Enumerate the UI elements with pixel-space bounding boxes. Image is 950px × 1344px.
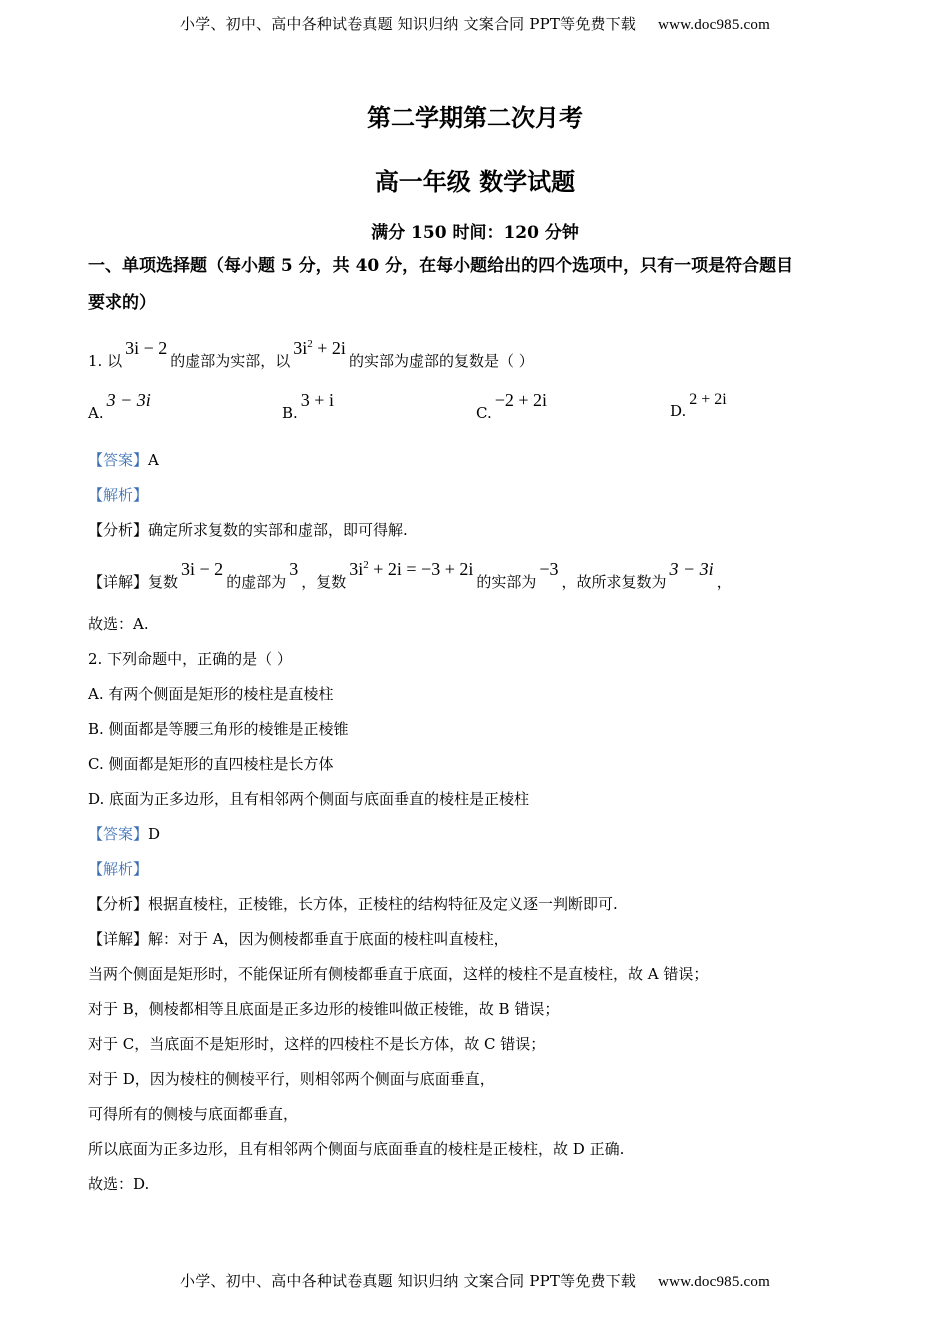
q1-text-2: 的虚部为实部，以 [170, 352, 291, 370]
q1-math-2-sup: 2 [307, 338, 313, 350]
option-math: 3 + i [300, 390, 334, 410]
section-heading-cont: 要求的） [88, 293, 156, 313]
option-label: D. [670, 402, 687, 420]
xiangjie-text: 解：对于 A，因为侧棱都垂直于底面的棱柱叫直棱柱， [148, 930, 509, 948]
xiangjie-text-4: 的实部为 [476, 573, 537, 591]
option-math: 2 + 2i [689, 391, 727, 408]
answer-tag: 【答案】 [88, 451, 149, 469]
header-text: 小学、初中、高中各种试卷真题 知识归纳 文案合同 PPT等免费下载 [180, 15, 637, 33]
xiangjie-math-3 [349, 559, 473, 579]
fenxi-tag: 【分析】 [88, 521, 149, 539]
xiangjie-math-2: 3 [289, 559, 299, 579]
q1-conclusion: 故选：A. [88, 615, 149, 633]
q2-explain-line-5: 可得所有的侧棱与底面都垂直， [88, 1105, 299, 1123]
xiangjie-math-1: 3i − 2 [181, 559, 224, 579]
xiangjie-text-6: ， [716, 573, 732, 591]
q2-explain-line-6: 所以底面为正多边形，且有相邻两个侧面与底面垂直的棱柱是正棱柱，故 D 正确. [88, 1140, 625, 1158]
q1-xiangjie [88, 559, 732, 592]
answer-value: A [148, 451, 159, 469]
q2-option-a: A. 有两个侧面是矩形的棱柱是直棱柱 [88, 685, 334, 703]
xiangjie-tag: 【详解】 [88, 930, 149, 948]
exam-info: 满分 150 时间：120 分钟 [371, 223, 579, 243]
xiangjie-text-1: 复数 [148, 573, 179, 591]
q1-answer [88, 450, 159, 470]
option-label: A. [88, 404, 104, 422]
xiangjie-tag: 【详解】 [88, 573, 149, 591]
q2-answer [88, 824, 160, 844]
q1-fenxi [88, 520, 408, 540]
page-header [0, 13, 950, 34]
xiangjie-text-5: ，故所求复数为 [561, 573, 667, 591]
q1-option-a [88, 390, 154, 423]
q1-stem [88, 338, 534, 371]
xiangjie-math-3b: + 2i = −3 + 2i [368, 559, 474, 579]
fenxi-text: 确定所求复数的实部和虚部，即可得解. [148, 521, 408, 539]
answer-tag: 【答案】 [88, 825, 149, 843]
q2-explain-line-3: 对于 C，当底面不是矩形时，这样的四棱柱不是长方体，故 C 错误； [88, 1035, 546, 1053]
xiangjie-text-3: ，复数 [301, 573, 347, 591]
q1-math-2 [293, 338, 346, 358]
q2-fenxi [88, 894, 618, 914]
answer-value: D [148, 825, 161, 843]
option-math: 3 − 3i [106, 390, 151, 410]
q1-option-d [670, 391, 730, 421]
exam-title: 第二学期第二次月考 [367, 103, 583, 132]
q2-xiangjie [88, 929, 509, 949]
fenxi-text: 根据直棱柱，正棱锥，长方体，正棱柱的结构特征及定义逐一判断即可. [148, 895, 618, 913]
q1-text-3: 的实部为虚部的复数是（ ） [348, 352, 534, 370]
q2-explain-line-1: 当两个侧面是矩形时，不能保证所有侧棱都垂直于底面，这样的棱柱不是直棱柱，故 A 错误； [88, 965, 709, 983]
q1-math-2b: + 2i [312, 338, 346, 358]
xiangjie-math-5: 3 − 3i [669, 559, 714, 579]
q2-stem: 2. 下列命题中，正确的是（ ） [88, 650, 292, 668]
exam-subtitle: 高一年级 数学试题 [374, 167, 576, 196]
q1-text-1: 1. 以 [88, 352, 123, 370]
xiangjie-math-4: −3 [539, 559, 559, 579]
page-footer [0, 1270, 950, 1291]
q2-option-c: C. 侧面都是矩形的直四棱柱是长方体 [88, 755, 334, 773]
fenxi-tag: 【分析】 [88, 895, 149, 913]
footer-text: 小学、初中、高中各种试卷真题 知识归纳 文案合同 PPT等免费下载 [180, 1272, 637, 1290]
option-label: C. [476, 404, 492, 422]
q2-explain-line-2: 对于 B，侧棱都相等且底面是正多边形的棱锥叫做正棱锥，故 B 错误； [88, 1000, 560, 1018]
section-heading: 一、单项选择题（每小题 5 分，共 40 分，在每小题给出的四个选项中，只有一项是符合题目 [88, 256, 794, 276]
xiangjie-text-2: 的虚部为 [226, 573, 287, 591]
q1-jiexi: 【解析】 [88, 486, 149, 504]
q2-option-d: D. 底面为正多边形，且有相邻两个侧面与底面垂直的棱柱是正棱柱 [88, 790, 530, 808]
q1-math-1: 3i − 2 [125, 338, 168, 358]
option-label: B. [282, 404, 298, 422]
footer-site-link[interactable]: www.doc985.com [658, 1274, 770, 1290]
q2-conclusion: 故选：D. [88, 1175, 150, 1193]
q2-explain-line-4: 对于 D，因为棱柱的侧棱平行，则相邻两个侧面与底面垂直， [88, 1070, 495, 1088]
q2-jiexi: 【解析】 [88, 860, 149, 878]
option-math: −2 + 2i [494, 390, 548, 410]
q1-option-b [282, 390, 337, 423]
q2-option-b: B. 侧面都是等腰三角形的棱锥是正棱锥 [88, 720, 349, 738]
xiangjie-math-3-sup: 2 [363, 559, 369, 571]
q1-option-c [476, 390, 550, 423]
header-site-link[interactable]: www.doc985.com [658, 17, 770, 33]
q1-math-2a: 3i [293, 338, 308, 358]
xiangjie-math-3a: 3i [349, 559, 364, 579]
